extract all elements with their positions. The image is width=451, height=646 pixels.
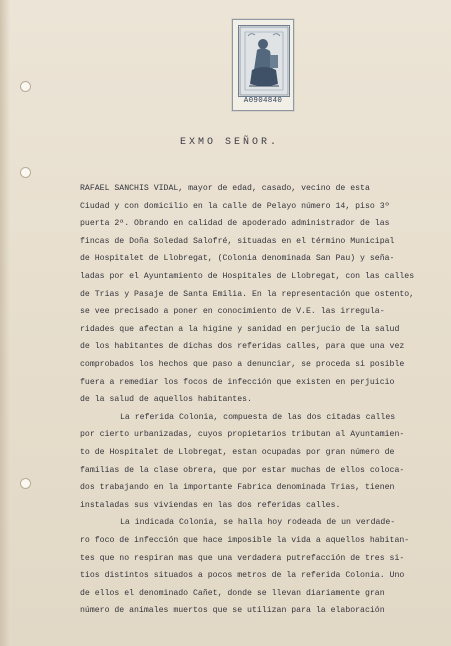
stamp-emblem-icon	[238, 25, 290, 97]
letter-line: tes que no respiran mas que una verdadera putrefacción de tres si-	[80, 553, 405, 563]
letter-line: ro foco de infección que hace imposible la vida a aquellos habitan-	[80, 536, 410, 545]
letter-line: familias de la clase obrera, que por estar muchas de ellos coloca-	[80, 465, 405, 475]
letter-line: Ciudad y con domicilio en la calle de Pelayo número 14, piso 3º	[80, 201, 390, 211]
stamp-serial-number: A0904840	[243, 97, 283, 105]
letter-line: de ellos el denominado Cañet, donde se llevan diariamente gran	[80, 588, 385, 598]
punch-hole	[20, 81, 31, 92]
letter-line: número de animales muertos que se utilizan para la elaboración	[80, 606, 385, 616]
document-salutation: EXMO SEÑOR.	[180, 137, 280, 148]
letter-line: instaladas sus viviendas en las dos referidas calles.	[80, 500, 341, 510]
letter-line: de la salud de aquellos habitantes.	[80, 395, 252, 405]
letter-line: puerta 2ª. Obrando en calidad de apoderado administrador de las	[80, 219, 390, 229]
page-edge-shadow	[0, 0, 10, 646]
punch-hole	[20, 167, 31, 178]
letter-line: dos trabajando en la importante Fabrica denominada Trias, tienen	[80, 483, 395, 493]
letter-line: comprobados los hechos que paso a denunciar, se proceda si posible	[80, 360, 405, 369]
punch-hole	[20, 478, 31, 489]
letter-line: de Trias y Pasaje de Santa Emilia. En la representación que ostento,	[80, 289, 415, 299]
letter-line: fuera a remediar los focos de infección que existen en perjuicio	[80, 377, 395, 387]
letter-line: to de Hospitalet de Llobregat, estan ocupadas por gran número de	[80, 448, 395, 457]
letter-line: fincas de Doña Soledad Salofré, situadas en el término Municipal	[80, 236, 395, 246]
letter-line: La referida Colonia, compuesta de las dos citadas calles	[120, 412, 396, 422]
letter-line: se vee precisado a poner en conocimiento de V.E. las irregula-	[80, 307, 385, 317]
letter-line: ridades que afectan a la higine y sanidad en perjucio de la salud	[80, 324, 400, 334]
letter-line: de Hospitalet de Llobregat, (Colonia denominada San Pau) y seña-	[80, 254, 395, 264]
revenue-stamp	[232, 19, 294, 111]
letter-line: La indicada Colonia, se halla hoy rodeada de un verdade-	[120, 518, 396, 528]
letter-line: tios distintos situados a pocos metros de la referida Colonia. Uno	[80, 571, 405, 581]
letter-line: ladas por el Ayuntamiento de Hospitales de Llobregat, con las calles	[80, 272, 415, 281]
letter-line: por cierto urbanizadas, cuyos propietarios tributan al Ayuntamien-	[80, 430, 405, 440]
letter-line: RAFAEL SANCHIS VIDAL, mayor de edad, casado, vecino de esta	[80, 184, 370, 193]
letter-line: de los habitantes de dichas dos referidas calles, para que una vez	[80, 342, 405, 352]
